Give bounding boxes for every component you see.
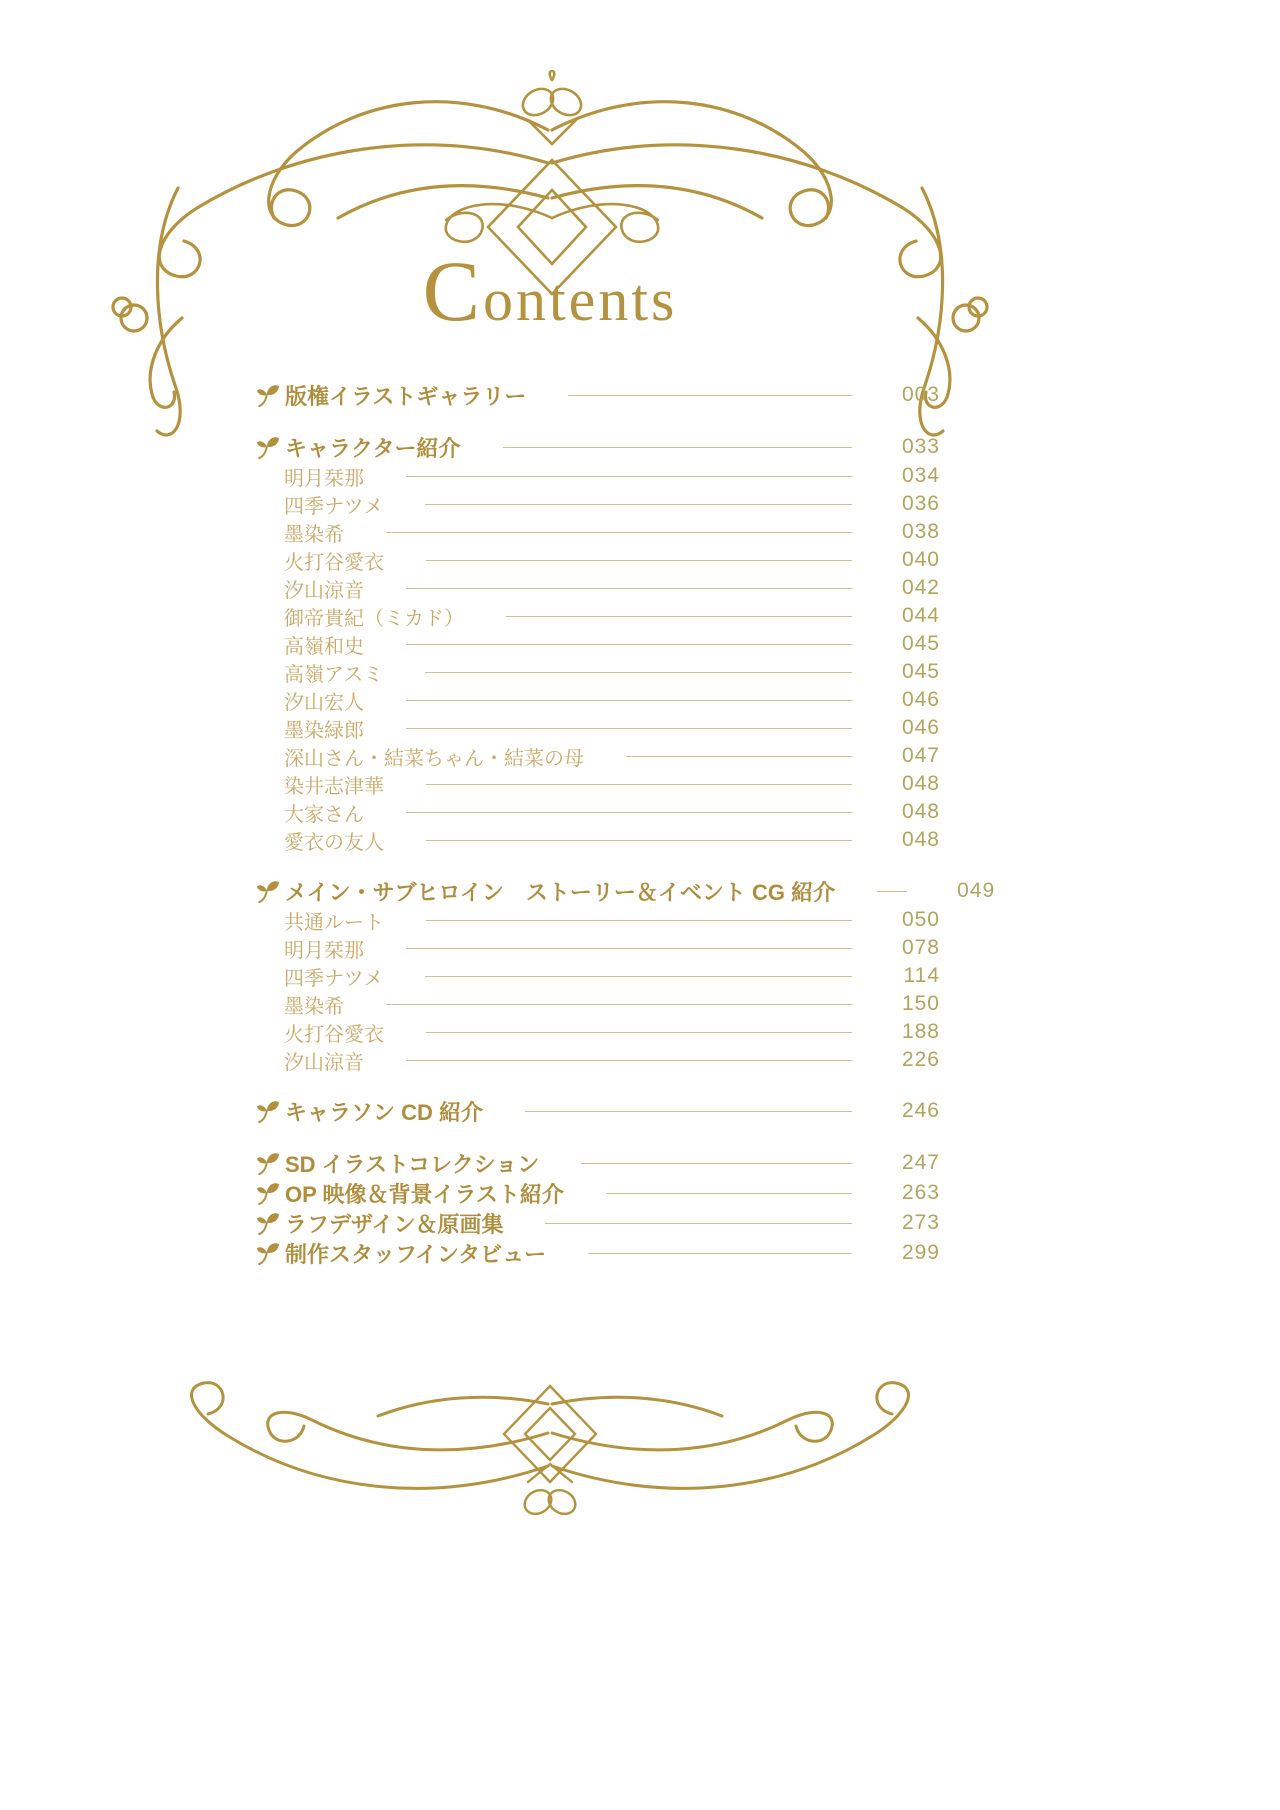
toc-entry-page-number: 044: [901, 604, 940, 627]
leader-line: [606, 1193, 852, 1194]
toc-row-section: [256, 1238, 940, 1268]
leader-line: [626, 756, 852, 757]
leader-line: [406, 812, 852, 813]
toc-row-item: [256, 962, 940, 990]
leader-line: [506, 616, 852, 617]
leader-line: [406, 1060, 852, 1061]
leader-line: [426, 1032, 852, 1033]
toc-row-item: [256, 630, 940, 658]
toc-entry-label: 汐山涼音: [284, 1051, 364, 1074]
toc-entry-page-number: 078: [901, 936, 940, 959]
toc-entry-page-number: 003: [901, 383, 940, 406]
leaf-sprout-icon: [256, 1151, 280, 1175]
toc-entry-page-number: 048: [901, 828, 940, 851]
leader-line: [406, 728, 852, 729]
toc-row-item: [256, 906, 940, 934]
bottom-flourish-ornament: [130, 1378, 970, 1528]
toc-row-section: [256, 380, 940, 410]
leader-line: [426, 840, 852, 841]
toc-entry-label: 愛衣の友人: [284, 831, 384, 854]
page-title: Contents: [422, 243, 678, 339]
toc-entry-label: 版権イラストギャラリー: [285, 383, 527, 409]
toc-row-section: [256, 1096, 940, 1126]
toc-row-section: [256, 876, 996, 906]
toc-entry-label: 明月栞那: [284, 939, 364, 962]
toc-entry-label: キャラソン CD 紹介: [285, 1099, 484, 1125]
toc-entry-page-number: 048: [901, 800, 940, 823]
toc-entry-label: 制作スタッフインタビュー: [285, 1241, 547, 1267]
leader-line: [425, 672, 852, 673]
toc-row-item: [256, 990, 940, 1018]
leader-line: [503, 447, 852, 448]
leader-line: [545, 1223, 852, 1224]
toc-entry-label: OP 映像＆背景イラスト紹介: [285, 1181, 564, 1207]
toc-entry-page-number: 247: [901, 1151, 940, 1174]
leaf-sprout-icon: [256, 1099, 280, 1123]
leader-line: [588, 1253, 852, 1254]
toc-entry-page-number: 038: [901, 520, 940, 543]
leader-line: [426, 920, 852, 921]
leaf-sprout-icon: [256, 1181, 280, 1205]
toc-row-item: [256, 770, 940, 798]
leader-line: [406, 476, 852, 477]
toc-entry-label: 明月栞那: [284, 467, 364, 490]
toc-entry-label: 高嶺和史: [284, 635, 364, 658]
toc-entry-label: 墨染希: [284, 523, 344, 546]
toc-entry-page-number: 033: [901, 435, 940, 458]
leader-line: [877, 891, 907, 892]
leader-line: [406, 948, 852, 949]
toc-entry-label: 汐山涼音: [284, 579, 364, 602]
toc-row-section: [256, 1178, 940, 1208]
toc-row-item: [256, 1018, 940, 1046]
leader-line: [426, 784, 852, 785]
toc-entry-label: 四季ナツメ: [284, 495, 384, 518]
toc-entry-page-number: 299: [901, 1241, 940, 1264]
toc-row-item: [256, 518, 940, 546]
toc-entry-page-number: 273: [901, 1211, 940, 1234]
toc-entry-page-number: 042: [901, 576, 940, 599]
toc-entry-label: ラフデザイン＆原画集: [285, 1211, 504, 1237]
leader-line: [406, 700, 852, 701]
toc-entry-label: 深山さん・結菜ちゃん・結菜の母: [284, 747, 584, 770]
toc-row-item: [256, 1046, 940, 1074]
toc-entry-label: 墨染希: [284, 995, 344, 1018]
toc-entry-page-number: 045: [901, 632, 940, 655]
toc-row-item: [256, 658, 940, 686]
leaf-sprout-icon: [256, 383, 280, 407]
toc-entry-page-number: 188: [901, 1020, 940, 1043]
leader-line: [425, 504, 852, 505]
toc-row-item: [256, 686, 940, 714]
toc-entry-page-number: 263: [901, 1181, 940, 1204]
leaf-sprout-icon: [256, 1241, 280, 1265]
toc-row-item: [256, 462, 940, 490]
toc-entry-label: 火打谷愛衣: [284, 1023, 384, 1046]
toc-entry-label: 四季ナツメ: [284, 967, 384, 990]
toc-entry-page-number: 040: [901, 548, 940, 571]
leader-line: [406, 588, 852, 589]
toc-entry-page-number: 150: [901, 992, 940, 1015]
toc-entry-page-number: 034: [901, 464, 940, 487]
toc-row-section: [256, 1208, 940, 1238]
toc-row-item: [256, 546, 940, 574]
toc-entry-page-number: 036: [901, 492, 940, 515]
toc-row-item: [256, 934, 940, 962]
leader-line: [426, 560, 852, 561]
toc-row-item: [256, 742, 940, 770]
toc-entry-page-number: 048: [901, 772, 940, 795]
toc-entry-label: 汐山宏人: [284, 691, 364, 714]
toc-entry-page-number: 045: [901, 660, 940, 683]
leader-line: [386, 1004, 852, 1005]
toc-entry-label: メイン・サブヒロイン ストーリー＆イベント CG 紹介: [285, 879, 836, 905]
toc-entry-page-number: 114: [903, 964, 940, 987]
leader-line: [386, 532, 852, 533]
toc-entry-page-number: 047: [901, 744, 940, 767]
toc-entry-page-number: 046: [901, 716, 940, 739]
toc-row-item: [256, 798, 940, 826]
toc-entry-label: SD イラストコレクション: [285, 1151, 540, 1177]
toc-entry-label: 共通ルート: [284, 911, 384, 934]
toc-row-item: [256, 490, 940, 518]
leaf-sprout-icon: [256, 879, 280, 903]
toc-entry-page-number: 049: [957, 879, 996, 902]
leader-line: [406, 644, 852, 645]
leader-line: [568, 395, 852, 396]
toc-entry-label: キャラクター紹介: [285, 435, 461, 461]
toc-entry-label: 大家さん: [284, 803, 364, 826]
toc-entry-page-number: 246: [901, 1099, 940, 1122]
leaf-sprout-icon: [256, 1211, 280, 1235]
toc-list: [256, 380, 996, 1268]
toc-entry-label: 墨染緑郎: [284, 719, 364, 742]
leader-line: [525, 1111, 852, 1112]
toc-entry-label: 火打谷愛衣: [284, 551, 384, 574]
toc-row-item: [256, 826, 940, 854]
toc-row-section: [256, 1148, 940, 1178]
toc-row-item: [256, 574, 940, 602]
toc-entry-label: 御帝貴紀（ミカド）: [284, 607, 464, 630]
toc-row-item: [256, 602, 940, 630]
toc-entry-page-number: 046: [901, 688, 940, 711]
toc-entry-page-number: 226: [901, 1048, 940, 1071]
toc-entry-page-number: 050: [901, 908, 940, 931]
leader-line: [581, 1163, 852, 1164]
toc-entry-label: 高嶺アスミ: [284, 663, 384, 686]
leaf-sprout-icon: [256, 435, 280, 459]
toc-entry-label: 染井志津華: [284, 775, 384, 798]
toc-row-section: [256, 432, 940, 462]
leader-line: [425, 976, 852, 977]
toc-row-item: [256, 714, 940, 742]
